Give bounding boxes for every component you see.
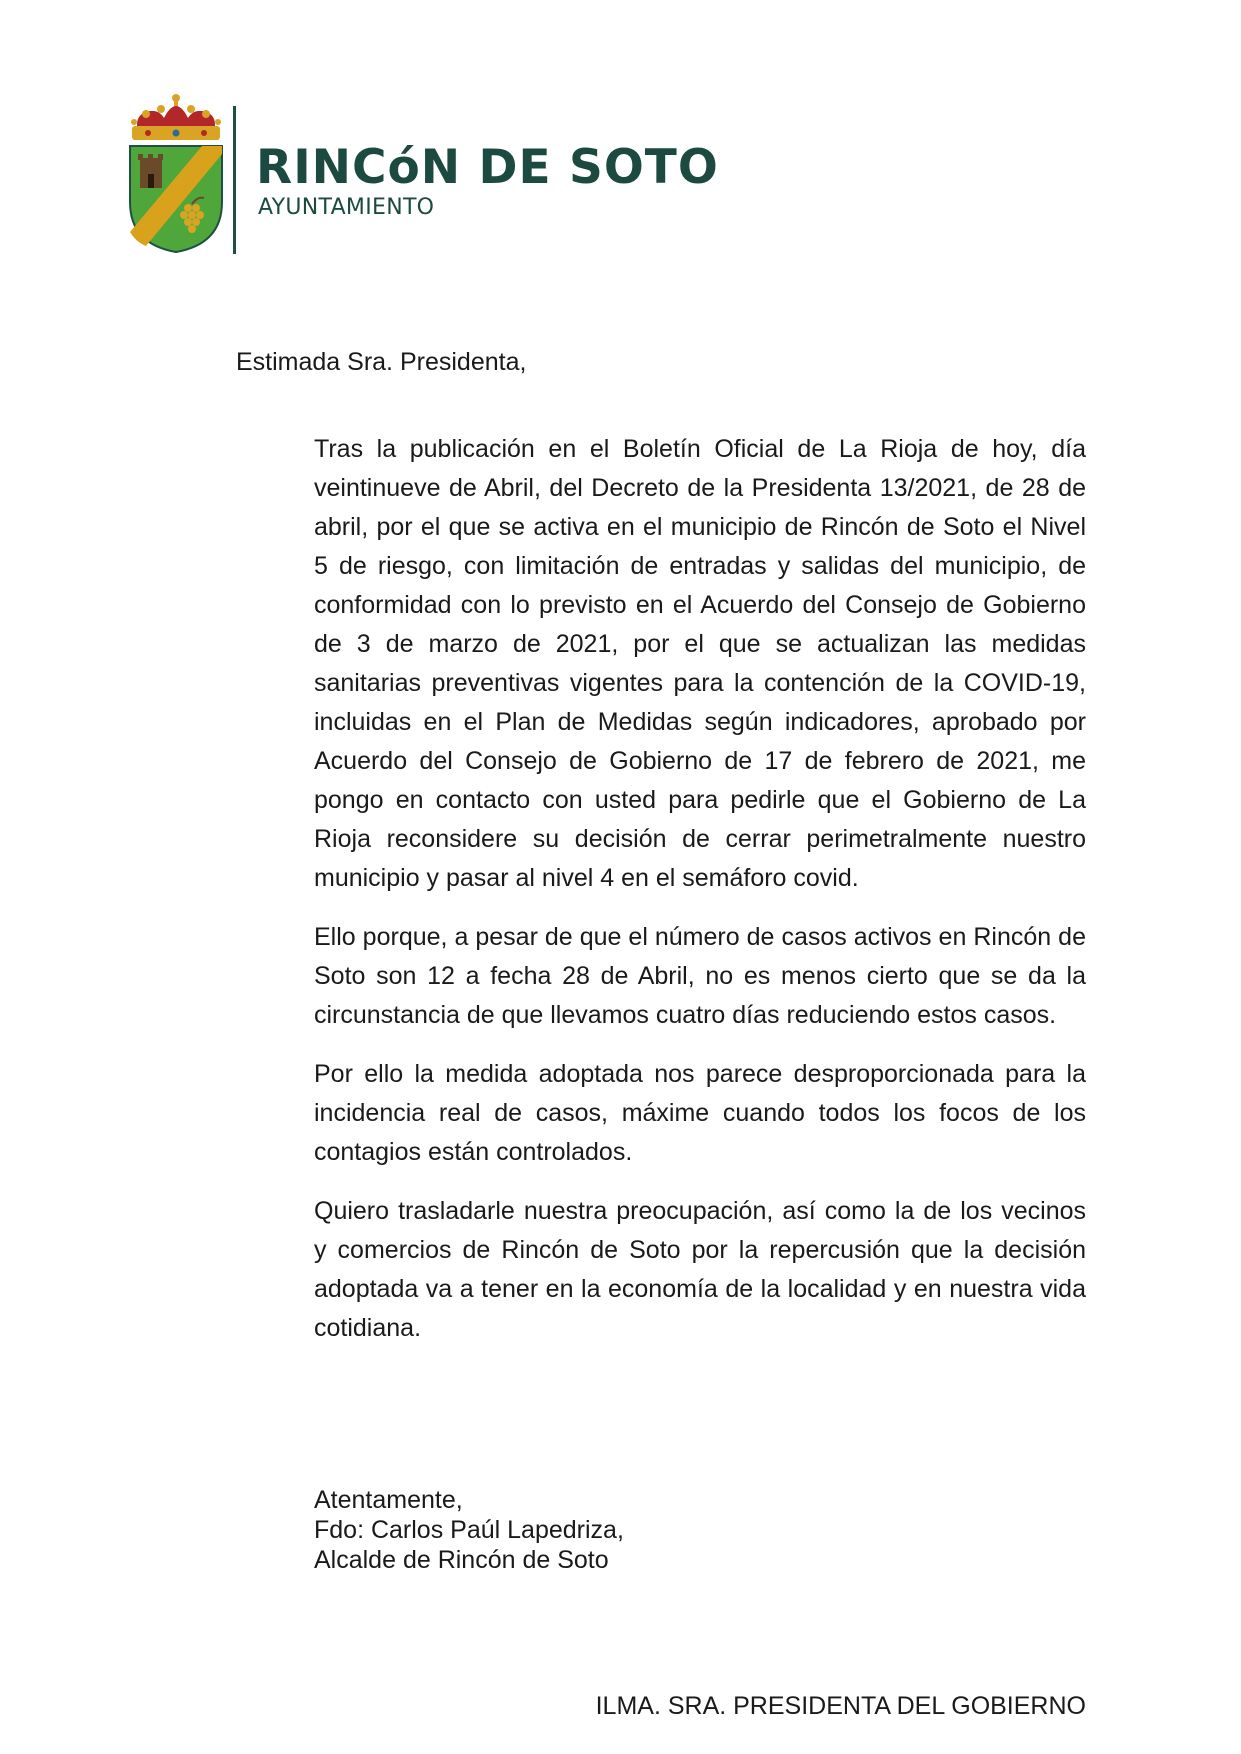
paragraph: Ello porque, a pesar de que el número de casos activos en Rincón de Soto son 12 a fecha 28 de Abril, no es menos cierto que se da la circunstancia de que llevamos cuatro días reduciendo estos casos. [314, 923, 1086, 1029]
paragraph: Por ello la medida adoptada nos parece desproporcionada para la incidencia real de casos, máxime cuando todos los focos de los contagios están controlados. [314, 1060, 1086, 1166]
recipient: ILMA. SRA. PRESIDENTA DEL GOBIERNO [595, 1692, 1086, 1720]
letterhead [124, 92, 724, 262]
org-subtitle: AYUNTAMIENTO [258, 195, 435, 220]
letterhead-divider [233, 106, 236, 254]
coat-of-arms-icon [124, 92, 228, 254]
paragraph: Quiero trasladarle nuestra preocupación, así como la de los vecinos y comercios de Rincón de Soto por la repercusión que la decisión adoptada va a tener en la economía de la localidad y en nuestra vida cotidiana. [314, 1197, 1086, 1342]
salutation: Estimada Sra. Presidenta, [236, 348, 527, 376]
letter-body [314, 430, 1086, 1368]
signatory-title: Alcalde de Rincón de Soto [314, 1546, 609, 1574]
org-name: RINCóN DE SOTO [256, 140, 719, 195]
closing-phrase: Atentamente, [314, 1486, 463, 1514]
paragraph: Tras la publicación en el Boletín Oficial de La Rioja de hoy, día veintinueve de Abril, del Decreto de la Presidenta 13/2021, de 28 de abril, por el que se activa en el municipio de Rincón de Soto el Nivel 5 de riesgo, con limitación de entradas y salidas del municipio, de conformidad con lo previsto en el Acuerdo del Consejo de Gobierno de 3 de marzo de 2021, por el que se actualizan las medidas sanitarias preventivas vigentes para la contención de la COVID-19, incluidas en el Plan de Medidas según indicadores, aprobado por Acuerdo del Consejo de Gobierno de 17 de febrero de 2021, me pongo en contacto con usted para pedirle que el Gobierno de La Rioja reconsidere su decisión de cerrar perimetralmente nuestro municipio y pasar al nivel 4 en el semáforo covid. [314, 435, 1086, 892]
signatory-name: Fdo: Carlos Paúl Lapedriza, [314, 1516, 624, 1544]
closing [314, 1485, 624, 1575]
